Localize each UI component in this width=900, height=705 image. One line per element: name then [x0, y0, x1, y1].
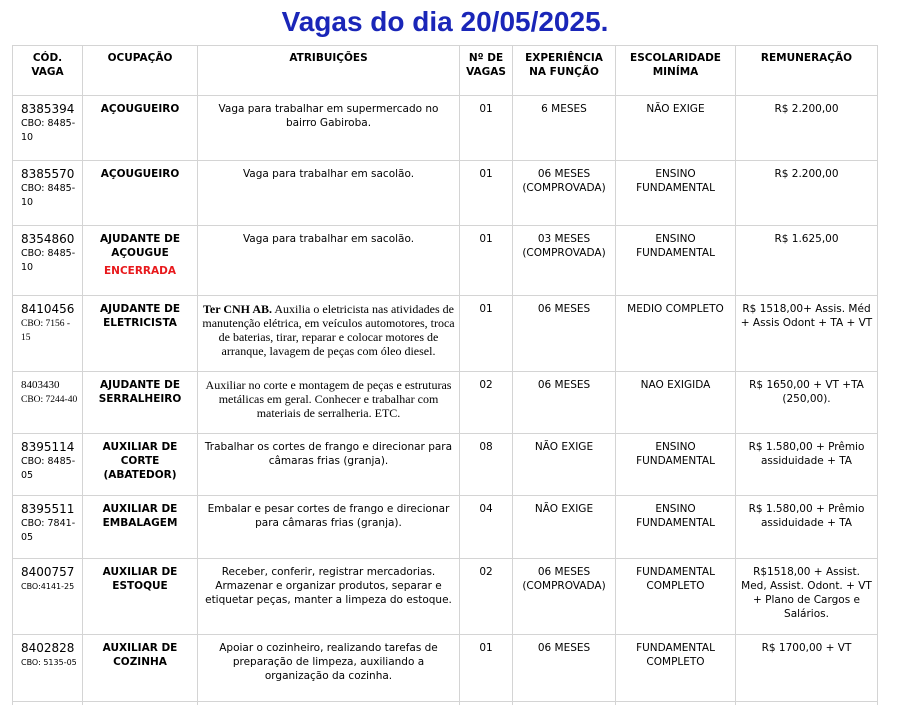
- cell-education: MEDIO COMPLETO: [616, 296, 736, 372]
- cell-education: ENSINO FUNDAMENTAL: [616, 434, 736, 496]
- cell-education: ENSINO FUNDAMENTAL: [616, 226, 736, 296]
- cbo-code: CBO: 8485-10: [21, 118, 76, 143]
- cell-empty: [13, 702, 83, 705]
- occupation-label: AJUDANTE DE ELETRICISTA: [99, 303, 181, 329]
- job-code: 8354860: [21, 232, 75, 246]
- job-code: 8410456: [21, 302, 75, 316]
- cell-code: [13, 161, 83, 226]
- table-row: [13, 702, 878, 705]
- header-code: CÓD. VAGA: [13, 46, 83, 96]
- header-openings: Nº DE VAGAS: [460, 46, 513, 96]
- cbo-code: CBO: 8485-05: [21, 456, 76, 481]
- cell-duties: [198, 434, 460, 496]
- page-title: Vagas do dia 20/05/2025.: [281, 6, 609, 37]
- duties-text: Auxiliar no corte e montagem de peças e estruturas metálicas em geral. Conhecer e trabalhar com materiais de serralheria. ETC.: [205, 378, 452, 420]
- table-row: [13, 161, 878, 226]
- cell-openings: 02: [460, 372, 513, 434]
- cell-openings: 04: [460, 496, 513, 559]
- cell-duties: [198, 372, 460, 434]
- cell-occupation: [83, 372, 198, 434]
- table-row: [13, 635, 878, 702]
- cbo-code: CBO: 7156 - 15: [21, 319, 71, 343]
- job-code: 8400757: [21, 565, 75, 579]
- cell-experience: 03 MESES (COMPROVADA): [513, 226, 616, 296]
- cell-empty: [83, 702, 198, 705]
- header-occupation: OCUPAÇÃO: [83, 46, 198, 96]
- cell-openings: 01: [460, 161, 513, 226]
- header-experience: EXPERIÊNCIA NA FUNÇÃO: [513, 46, 616, 96]
- cbo-code: CBO:4141-25: [21, 582, 75, 591]
- cell-duties: [198, 559, 460, 635]
- cell-code: [13, 296, 83, 372]
- cell-duties: [198, 496, 460, 559]
- cell-pay: R$ 1.625,00: [736, 226, 878, 296]
- cell-education: NÃO EXIGE: [616, 96, 736, 161]
- cell-experience: NÃO EXIGE: [513, 434, 616, 496]
- table-row: [13, 372, 878, 434]
- job-code: 8395114: [21, 440, 75, 454]
- cell-code: [13, 226, 83, 296]
- occupation-label: AJUDANTE DE AÇOUGUE: [99, 233, 181, 259]
- cell-duties: [198, 96, 460, 161]
- occupation-label: AUXILIAR DE CORTE (ABATEDOR): [102, 441, 178, 481]
- cell-code: [13, 635, 83, 702]
- cell-openings: 02: [460, 559, 513, 635]
- duties-text: Trabalhar os cortes de frango e direcionar para câmaras frias (granja).: [204, 441, 453, 467]
- cell-openings: 08: [460, 434, 513, 496]
- cell-code: [13, 496, 83, 559]
- cbo-code: CBO: 7244-40: [21, 395, 78, 405]
- cell-openings: 01: [460, 635, 513, 702]
- duties-text: Receber, conferir, registrar mercadorias. Armazenar e organizar produtos, separar e etiquetar peças, manter a limpeza do estoque.: [205, 566, 452, 606]
- cell-experience: NÃO EXIGE: [513, 496, 616, 559]
- cell-occupation: [83, 296, 198, 372]
- table-row: [13, 296, 878, 372]
- cell-empty: [616, 702, 736, 705]
- cell-code: [13, 372, 83, 434]
- cell-pay: R$ 1.580,00 + Prêmio assiduidade + TA: [736, 496, 878, 559]
- duties-prefix: Ter CNH AB.: [203, 302, 273, 316]
- header-education: ESCOLARIDADE MINÍMA: [616, 46, 736, 96]
- cell-empty: [736, 702, 878, 705]
- cell-experience: 6 MESES: [513, 96, 616, 161]
- occupation-label: AUXILIAR DE ESTOQUE: [102, 566, 178, 592]
- cell-code: [13, 434, 83, 496]
- cell-pay: R$ 2.200,00: [736, 161, 878, 226]
- cell-duties: [198, 296, 460, 372]
- cell-experience: 06 MESES (COMPROVADA): [513, 559, 616, 635]
- cell-duties: [198, 635, 460, 702]
- table-row: [13, 226, 878, 296]
- cell-duties: [198, 161, 460, 226]
- table-row: [13, 96, 878, 161]
- table-row: [13, 559, 878, 635]
- duties-text: Auxilia o eletricista nas atividades de manutenção elétrica, em veículos automotores, troca de baterias, tirar, reparar e colocar motores de arranque, lavagem de peças com óleo diesel.: [202, 302, 455, 358]
- cell-pay: R$ 2.200,00: [736, 96, 878, 161]
- cell-code: [13, 96, 83, 161]
- job-code: 8403430: [21, 379, 60, 391]
- cell-occupation: [83, 496, 198, 559]
- occupation-label: AUXILIAR DE COZINHA: [102, 642, 178, 668]
- cbo-code: CBO: 5135-05: [21, 658, 77, 667]
- cell-education: ENSINO FUNDAMENTAL: [616, 496, 736, 559]
- cell-experience: 06 MESES: [513, 296, 616, 372]
- cell-occupation: [83, 96, 198, 161]
- cell-empty: [198, 702, 460, 705]
- job-openings-table: [12, 45, 878, 705]
- duties-text: Apoiar o cozinheiro, realizando tarefas de preparação de limpeza, auxiliando a organização da cozinha.: [219, 642, 438, 682]
- cell-empty: [460, 702, 513, 705]
- cell-pay: R$1518,00 + Assist. Med, Assist. Odont. + VT + Plano de Cargos e Salários.: [736, 559, 878, 635]
- cell-occupation: [83, 226, 198, 296]
- job-code: 8385394: [21, 102, 75, 116]
- duties-text: Vaga para trabalhar em sacolão.: [242, 233, 415, 245]
- cell-experience: 06 MESES: [513, 635, 616, 702]
- cell-occupation: [83, 635, 198, 702]
- duties-text: Vaga para trabalhar em supermercado no bairro Gabiroba.: [218, 103, 439, 129]
- cell-education: NAO EXIGIDA: [616, 372, 736, 434]
- cell-openings: 01: [460, 96, 513, 161]
- cell-pay: R$ 1650,00 + VT +TA (250,00).: [736, 372, 878, 434]
- duties-text: Vaga para trabalhar em sacolão.: [242, 168, 415, 180]
- job-code: 8402828: [21, 641, 75, 655]
- cell-duties: [198, 226, 460, 296]
- cell-education: ENSINO FUNDAMENTAL: [616, 161, 736, 226]
- occupation-label: AÇOUGUEIRO: [100, 103, 180, 115]
- occupation-label: AJUDANTE DE SERRALHEIRO: [98, 379, 182, 405]
- cell-code: [13, 559, 83, 635]
- cell-occupation: [83, 559, 198, 635]
- cell-openings: 01: [460, 226, 513, 296]
- cell-education: FUNDAMENTAL COMPLETO: [616, 635, 736, 702]
- occupation-label: AUXILIAR DE EMBALAGEM: [102, 503, 178, 529]
- occupation-label: AÇOUGUEIRO: [100, 168, 180, 180]
- cbo-code: CBO: 8485-10: [21, 248, 76, 273]
- header-duties: ATRIBUIÇÕES: [198, 46, 460, 96]
- job-code: 8385570: [21, 167, 75, 181]
- cell-pay: R$ 1.580,00 + Prêmio assiduidade + TA: [736, 434, 878, 496]
- cell-pay: R$ 1518,00+ Assis. Méd + Assis Odont + TA + VT: [736, 296, 878, 372]
- cbo-code: CBO: 7841-05: [21, 518, 76, 543]
- cell-occupation: [83, 434, 198, 496]
- cell-experience: 06 MESES (COMPROVADA): [513, 161, 616, 226]
- table-header-row: [13, 46, 878, 96]
- cell-openings: 01: [460, 296, 513, 372]
- duties-text: Embalar e pesar cortes de frango e direcionar para câmaras frias (granja).: [207, 503, 450, 529]
- closed-status-badge: ENCERRADA: [104, 265, 176, 277]
- job-code: 8395511: [21, 502, 75, 516]
- cell-experience: 06 MESES: [513, 372, 616, 434]
- table-row: [13, 434, 878, 496]
- cbo-code: CBO: 8485-10: [21, 183, 76, 208]
- header-pay: REMUNERAÇÃO: [736, 46, 878, 96]
- cell-empty: [513, 702, 616, 705]
- table-row: [13, 496, 878, 559]
- cell-occupation: [83, 161, 198, 226]
- cell-pay: R$ 1700,00 + VT: [736, 635, 878, 702]
- cell-education: FUNDAMENTAL COMPLETO: [616, 559, 736, 635]
